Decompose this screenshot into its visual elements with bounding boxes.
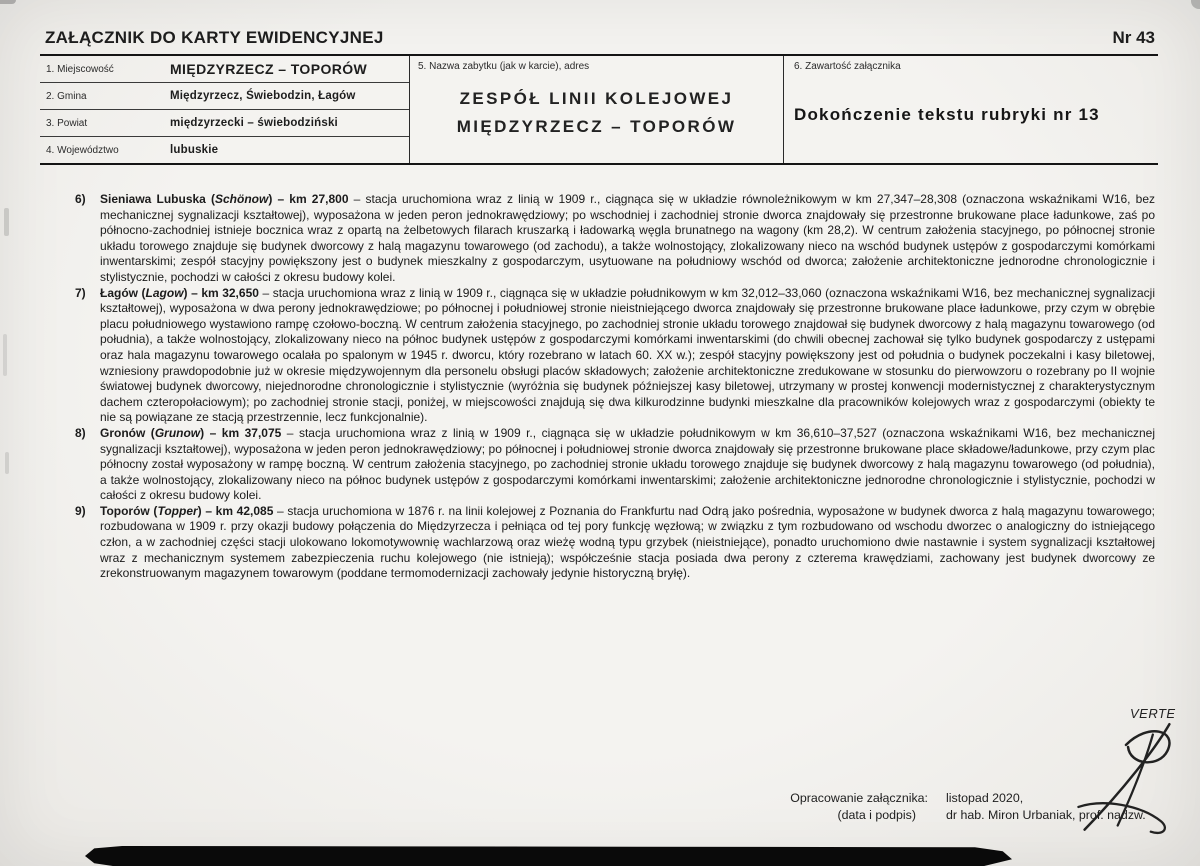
item-lead: Sieniawa Lubuska (Schönow) – km 27,800 xyxy=(100,192,349,206)
item-number: 8) xyxy=(75,425,86,440)
field-value-gmina: Międzyrzecz, Świebodzin, Łagów xyxy=(170,90,356,102)
table-row xyxy=(40,56,409,83)
list-item xyxy=(75,504,1155,582)
monument-name-line1: ZESPÓŁ LINII KOLEJOWEJ xyxy=(459,89,734,108)
table-row xyxy=(40,110,409,137)
description-text-block xyxy=(75,192,1155,582)
item-text xyxy=(100,192,1155,286)
document-header xyxy=(45,28,1155,48)
scan-edge-smudge xyxy=(3,334,7,376)
scan-artifact-bar xyxy=(85,846,1012,866)
item-number: 6) xyxy=(75,192,86,206)
item-number: 7) xyxy=(75,285,86,300)
item-paragraph: – stacja uruchomiona wraz z linią w 1909 r., ciągnąca się w układzie równoleżnikowym w km 27,347–28,308 (oznaczona wskaźnikami W16, bez mechanicznej sygnalizacji kształtowej), wyposażona w jeden peron jednokrawędziowy; po wschodniej i zachodniej stronie dworca znajdowały się przestronne brukowane place ładunkowe, zaś po północno-zachodniej istnieje bocznica wraz z opartą na żelbetowych filarach kruszarką i ładowarką węgla brunatnego na wagony (km 28,2). W centrum założenia stacyjnego, po północnej stronie układu torowego znajduje się budynek dworcowy z halą magazynu towarowego (od zachodu), a także wolnostojący, zlokalizowany nieco na wschód budynek ustępów z gospodarczymi komórkami inwentarskimi; zespół stacyjny powiększony jest o budynek mieszkalny z gospodarczym, usytuowane na południowy wschód od dworca; założenie architektoniczne jednorodne chronologicznie i stylistycznie, pochodzi w całości z okresu budowy kolei. xyxy=(100,192,1156,284)
table-row xyxy=(40,137,409,163)
monument-name-line2: MIĘDZYRZECZ – TOPORÓW xyxy=(456,117,737,136)
field-value-miejscowosc: MIĘDZYRZECZ – TOPORÓW xyxy=(170,61,368,77)
list-item xyxy=(75,192,1155,286)
field-value-wojewodztwo: lubuskie xyxy=(170,144,219,156)
item-lead: Łagów (Lagow) – km 32,650 xyxy=(100,285,259,300)
item-paragraph: – stacja uruchomiona w 1876 r. na linii kolejowej z Poznania do Frankfurtu nad Odrą jako pośrednia, wyposażone w budynek dworca z halą magazynu towarowego; rozbudowana w 1909 r. przy okazji budowy połączenia do Międzyrzecza i pełniąca od tej pory funkcję węzłową; w związku z tym rozbudowano od wschodu dworzec o analogiczny do istniejącego człon, a w zachodniej części stacji ulokowano lokomotywownię wachlarzową oraz wieżę wodną typu grzybek (nieistniejące), ponadto uruchomiono dwie nastawnie i system sygnalizacji kształtowej wraz z mechanicznym systemem zabezpieczenia ruchu kolejowego (nie istnieją); współcześnie stacja posiada dwa perony z czterema krawędziami, zachowany jest budynek dworcowy ze zrekonstruowanym magazynem towarowym (poddane termomodernizacji zachowały jedynie historyczną bryłę). xyxy=(100,503,1156,581)
table-row xyxy=(40,83,409,110)
preparation-sublabel: (data i podpis) xyxy=(837,807,916,822)
item-text xyxy=(100,286,1155,426)
location-column xyxy=(40,56,410,163)
monument-name xyxy=(418,85,775,141)
preparation-date: listopad 2020, xyxy=(946,791,1024,805)
preparation-values xyxy=(946,790,1146,823)
preparation-label: Opracowanie załącznika: xyxy=(790,791,928,805)
scan-corner-artifact xyxy=(0,0,16,4)
field-value-powiat: międzyrzecki – świebodziński xyxy=(170,117,338,129)
list-item xyxy=(75,286,1155,426)
attachment-content-value: Dokończenie tekstu rubryki nr 13 xyxy=(794,105,1100,124)
scan-edge-smudge xyxy=(5,452,9,474)
list-item xyxy=(75,426,1155,504)
registration-form-table xyxy=(40,54,1158,165)
verte-note: VERTE xyxy=(1130,706,1176,721)
item-text xyxy=(100,426,1155,504)
field-label-miejscowosc: 1. Miejscowość xyxy=(46,63,114,75)
attachment-content-cell xyxy=(784,56,1158,163)
page-title: ZAŁĄCZNIK DO KARTY EWIDENCYJNEJ xyxy=(45,28,384,47)
attachment-content-label: 6. Zawartość załącznika xyxy=(794,61,901,72)
item-text xyxy=(100,504,1155,582)
item-lead: Toporów (Topper) – km 42,085 xyxy=(100,503,274,518)
field-label-gmina: 2. Gmina xyxy=(46,90,87,102)
item-paragraph: – stacja uruchomiona wraz z linią w 1909 r., ciągnąca się w układzie południkowym w km 32,012–33,060 (oznaczona wskaźnikami W16, bez mechanicznej sygnalizacji kształtowej), wyposażona w dwa perony jednokrawędziowe; po północnej i południowej stronie nieistniejącego dworca znajdowały się przestronne brukowane place ładunkowe, przy czym w obrębie placu południowego wystawiono rampę czołowo-boczną. W centrum założenia stacyjnego, po zachodniej stronie układu torowego znajdował się budynek dworcowy z halą magazynu towarowego (od południa), a także wolnostojący, zlokalizowany nieco na północ budynek ustępów z gospodarczymi komórkami inwentarskimi (do chwili obecnej zachował się tylko budynek gospodarczy z ustępami oraz hala magazynu towarowego ocalała po spalonym w 1945 r. dworcu, który rozebrano w latach 60. XX w.); zespół stacyjny powiększony jest od południa o budynek poczekalni i kasy biletowej, wzniesiony prawdopodobnie już w okresie międzywojennym dla personelu obsługi placów składowych; założenie architektoniczne zredukowane w stosunku do pierwowzoru o rozebrany po II wojnie światowej budynek dworcowy, niejednorodne chronologicznie i stylistycznie (wyróżnia się budynek późniejszej kasy biletowej, utrzymany w prostej konwencji modernistycznej z charakterystycznym dachem czteropołaciowym); po zachodniej stronie stacji, poniżej, w miejscowości znajdują się dwa kilkurodzinne budynki mieszkalne dla pracowników kolejowych wraz z gospodarczymi (obiekty te nie są powiązane ze stacją przestrzennie, lecz funkcjonalnie). xyxy=(100,285,1155,425)
item-paragraph: – stacja uruchomiona wraz z linią w 1909 r., ciągnąca się w układzie południkowym w km 36,610–37,527 (oznaczona wskaźnikami W16, bez mechanicznej sygnalizacji kształtowej), wyposażona w jeden peron jednokrawędziowy; po północnej i południowej stronie dworca znajdowały się przestronne brukowane place składowe/ładunkowe, przy czym plac północny został wyposażony w rampę boczną. W centrum założenia stacyjnego, po zachodniej stronie układu torowego znajduje się budynek dworcowy z halą magazynu towarowego (od południa), a także wolnostojący, zlokalizowany nieco na północ budynek ustępów z gospodarczymi komórkami inwentarskimi; założenie architektoniczne jednorodne chronologicznie i stylistycznie, pochodzi w całości z okresu budowy kolei. xyxy=(100,425,1155,503)
item-number: 9) xyxy=(75,503,86,518)
document-number: Nr 43 xyxy=(1112,28,1155,47)
preparation-labels xyxy=(770,790,928,823)
field-label-powiat: 3. Powiat xyxy=(46,117,88,129)
field-label-wojewodztwo: 4. Województwo xyxy=(46,144,119,156)
preparation-author: dr hab. Miron Urbaniak, prof. nadzw. xyxy=(946,807,1146,822)
preparation-block xyxy=(770,790,1146,823)
scan-edge-smudge xyxy=(4,208,9,236)
item-lead: Gronów (Grunow) – km 37,075 xyxy=(100,425,282,440)
monument-name-cell xyxy=(410,56,784,163)
monument-name-label: 5. Nazwa zabytku (jak w karcie), adres xyxy=(418,61,590,72)
